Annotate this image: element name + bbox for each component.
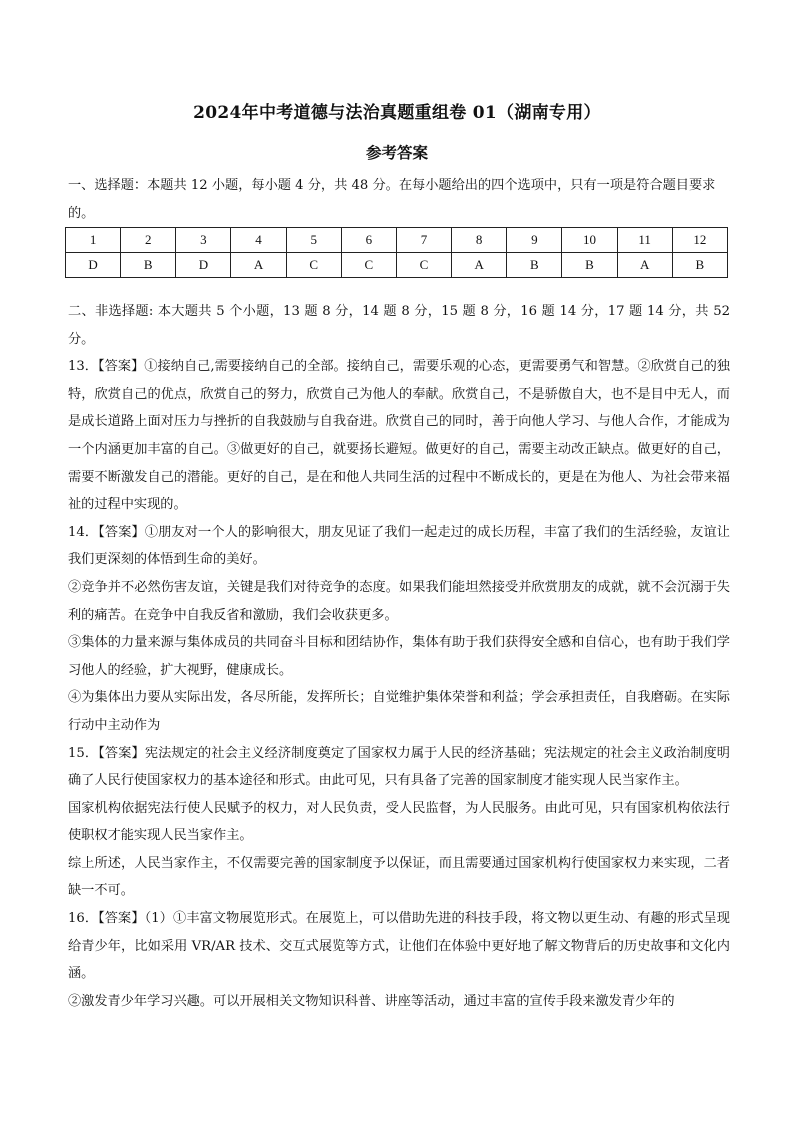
question-number: 7 [396, 228, 451, 253]
answer-cell: C [286, 253, 341, 278]
answer-16-para-2: ②激发青少年学习兴趣。可以开展相关文物知识科普、讲座等活动，通过丰富的宣传手段来激发青少年的 [68, 993, 675, 1009]
answer-table-answer-row [66, 253, 728, 278]
question-number: 4 [231, 228, 286, 253]
answer-16 [68, 905, 730, 988]
answer-15-para-1: 宪法规定的社会主义经济制度奠定了国家权力属于人民的经济基础；宪法规定的社会主义政治制度明确了人民行使国家权力的基本途径和形式。由此可见，只有具备了完善的国家制度才能实现人民当家作主。 [68, 745, 730, 789]
page-title: 2024年中考道德与法治真题重组卷 01（湖南专用） [193, 103, 601, 123]
answer-cell: C [396, 253, 451, 278]
section-choice-heading: 一、选择题：本题共 12 小题，每小题 4 分，共 48 分。在每小题给出的四个选项中，只有一项是符合题目要求的。 [68, 178, 716, 221]
question-number: 9 [507, 228, 562, 253]
question-number: 2 [121, 228, 176, 253]
answer-13-label: 13．【答案】 [68, 359, 145, 375]
answer-cell: B [507, 253, 562, 278]
section-nonchoice-heading: 二、非选择题: 本大题共 5 个小题，13 题 8 分，14 题 8 分，15 题 8 分，16 题 14 分，17 题 14 分，共 52 分。 [68, 304, 730, 347]
answer-table-number-row [66, 228, 728, 253]
question-number: 8 [452, 228, 507, 253]
question-number: 5 [286, 228, 341, 253]
answer-16-para-1: （1）①丰富文物展览形式。在展览上，可以借助先进的科技手段，将文物以更生动、有趣的形式呈现给青少年，比如采用 VR/AR 技术、交互式展览等方式，让他们在体验中更好地了解文物背后的历史故事和文化内涵。 [68, 911, 730, 982]
answer-14 [68, 519, 730, 574]
answer-cell: A [452, 253, 507, 278]
question-number: 1 [66, 228, 121, 253]
answer-cell: B [121, 253, 176, 278]
answer-table [65, 227, 728, 278]
answer-15-label: 15．【答案】 [68, 745, 145, 761]
answer-14-point-3: ③集体的力量来源与集体成员的共同奋斗目标和团结协作，集体有助于我们获得安全感和自信心，也有助于我们学习他人的经验，扩大视野，健康成长。 [68, 635, 730, 678]
section-nonchoice [68, 298, 730, 1015]
answer-15-para-2: 国家机构依据宪法行使人民赋予的权力，对人民负责，受人民监督，为人民服务。由此可见，只有国家机构依法行使职权才能实现人民当家作主。 [68, 800, 730, 844]
answer-14-label: 14．【答案】 [68, 524, 145, 540]
answer-cell: B [672, 253, 727, 278]
answer-cell: B [562, 253, 617, 278]
answer-cell: A [231, 253, 286, 278]
answer-15-para-3: 综上所述，人民当家作主，不仅需要完善的国家制度予以保证，而且需要通过国家机构行使国家权力来实现，二者缺一不可。 [68, 855, 730, 899]
question-number: 6 [341, 228, 396, 253]
answer-13 [68, 353, 730, 519]
answer-cell: D [66, 253, 121, 278]
question-number: 11 [617, 228, 672, 253]
question-number: 10 [562, 228, 617, 253]
answer-16-label: 16．【答案】 [68, 911, 145, 927]
answer-cell: A [617, 253, 672, 278]
answer-15 [68, 740, 730, 795]
answer-cell: C [341, 253, 396, 278]
answer-14-point-2: ②竞争并不必然伤害友谊，关键是我们对待竞争的态度。如果我们能坦然接受并欣赏朋友的成就，就不会沉溺于失利的痛苦。在竞争中自我反省和激励，我们会收获更多。 [68, 579, 730, 623]
answer-14-point-1: ①朋友对一个人的影响很大，朋友见证了我们一起走过的成长历程，丰富了我们的生活经验，友谊让我们更深刻的体悟到生命的美好。 [68, 524, 730, 568]
answer-14-point-4: ④为集体出力要从实际出发，各尽所能，发挥所长；自觉维护集体荣誉和利益；学会承担责任，自我磨砺。在实际行动中主动作为 [68, 690, 730, 733]
answer-13-text: ①接纳自己,需要接纳自己的全部。接纳自己，需要乐观的心态，更需要勇气和智慧。②欣赏自己的独特，欣赏自己的优点，欣赏自己的努力，欣赏自己为他人的奉献。欣赏自己，不是骄傲自大，也不是目中无人，而是成长道路上面对压力与挫折的自我鼓励与自我奋进。欣赏自己的同时，善于向他人学习、与他人合作，才能成为一个内涵更加丰富的自己。③做更好的自己，就要扬长避短。做更好的自己，需要主动改正缺点。做更好的自己，需要不断激发自己的潜能。更好的自己，是在和他人共同生活的过程中不断成长的，更是在为他人、为社会带来福祉的过程中实现的。 [68, 359, 730, 513]
question-number: 3 [176, 228, 231, 253]
answer-cell: D [176, 253, 231, 278]
page-subtitle: 参考答案 [365, 143, 428, 162]
question-number: 12 [672, 228, 727, 253]
